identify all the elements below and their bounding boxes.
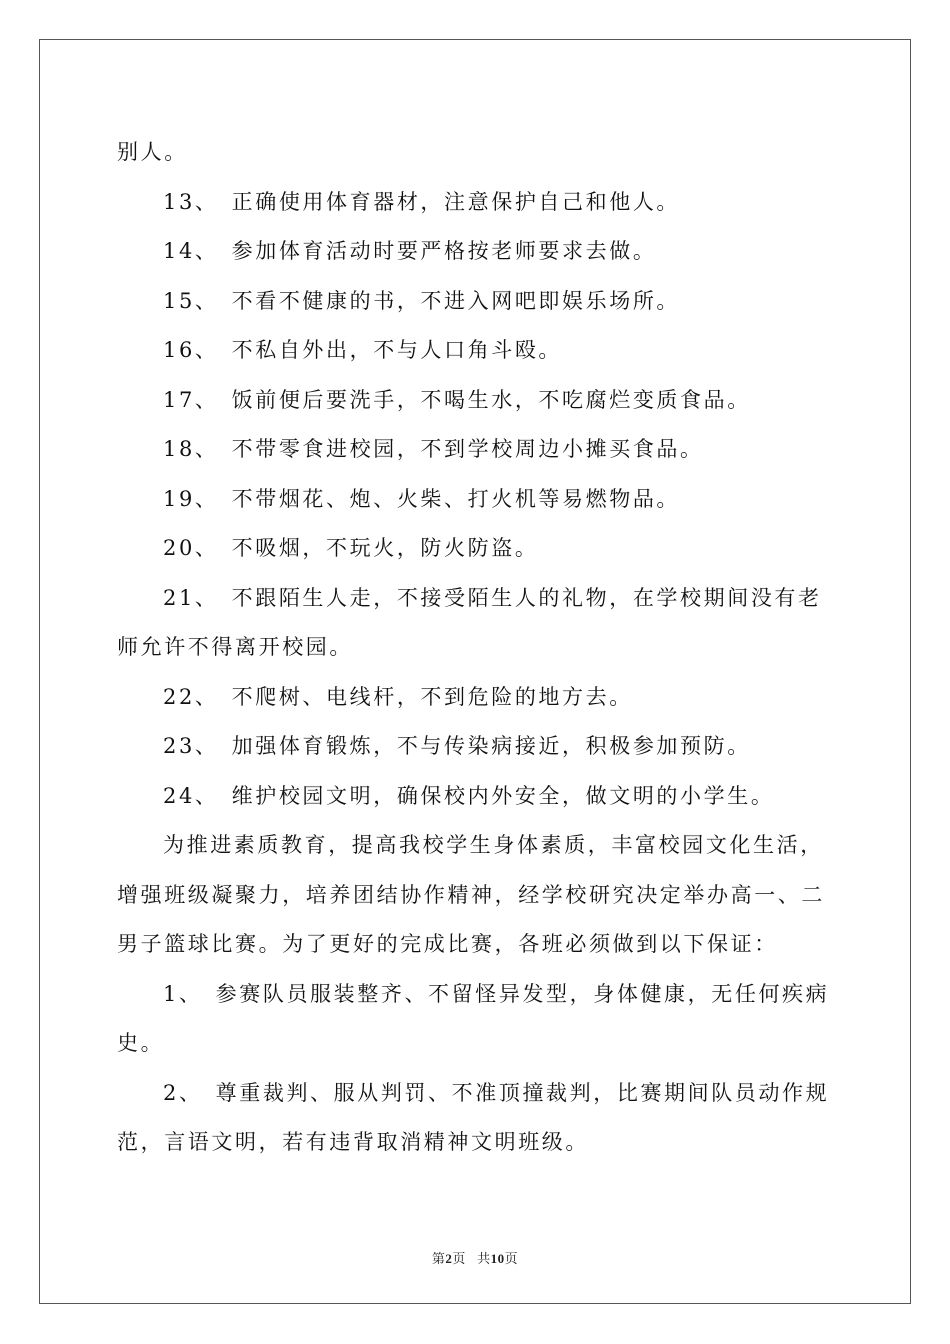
list-item-23: 23、 加强体育锻炼，不与传染病接近，积极参加预防。: [163, 734, 751, 758]
page-suffix: 页: [452, 1251, 466, 1266]
total-suffix: 页: [504, 1251, 519, 1266]
list-item-14: 14、 参加体育活动时要严格按老师要求去做。: [163, 239, 657, 263]
list-item-13: 13、 正确使用体育器材，注意保护自己和他人。: [163, 189, 681, 214]
list-item-18: 18、 不带零食进校园，不到学校周边小摊买食品。: [163, 437, 704, 461]
intro-paragraph: 为推进素质教育，提高我校学生身体素质，丰富校园文化生活，增强班级凝聚力，培养团结协作精神，经学校研究决定举办高一、二男子篮球比赛。为了更好的完成比赛，各班必须做到以下保证：: [117, 833, 825, 956]
guarantee-item-1: 1、 参赛队员服装整齐、不留怪异发型，身体健康，无任何疾病史。: [117, 981, 830, 1055]
page-number: 2: [445, 1251, 453, 1266]
list-item-21: 21、 不跟陌生人走，不接受陌生人的礼物，在学校期间没有老师允许不得离开校园。: [117, 585, 822, 659]
page-prefix: 第: [431, 1251, 446, 1266]
total-pages: 10: [490, 1251, 505, 1266]
total-prefix: 共: [477, 1251, 491, 1266]
document-body: [117, 128, 837, 1168]
paragraph-continuation: 别人。: [117, 140, 188, 164]
list-item-15: 15、 不看不健康的书，不进入网吧即娱乐场所。: [163, 288, 681, 313]
guarantee-item-2: 2、 尊重裁判、服从判罚、不准顶撞裁判，比赛期间队员动作规范，言语文明，若有违背取消精神文明班级。: [117, 1080, 830, 1154]
list-item-22: 22、 不爬树、电线杆，不到危险的地方去。: [163, 684, 633, 709]
list-item-24: 24、 维护校园文明，确保校内外安全，做文明的小学生。: [163, 783, 775, 808]
list-item-16: 16、 不私自外出，不与人口角斗殴。: [163, 338, 563, 362]
list-item-20: 20、 不吸烟，不玩火，防火防盗。: [163, 536, 539, 560]
page-footer: [0, 1248, 950, 1267]
list-item-19: 19、 不带烟花、炮、火柴、打火机等易燃物品。: [163, 486, 681, 511]
list-item-17: 17、 饭前便后要洗手，不喝生水，不吃腐烂变质食品。: [163, 387, 751, 412]
